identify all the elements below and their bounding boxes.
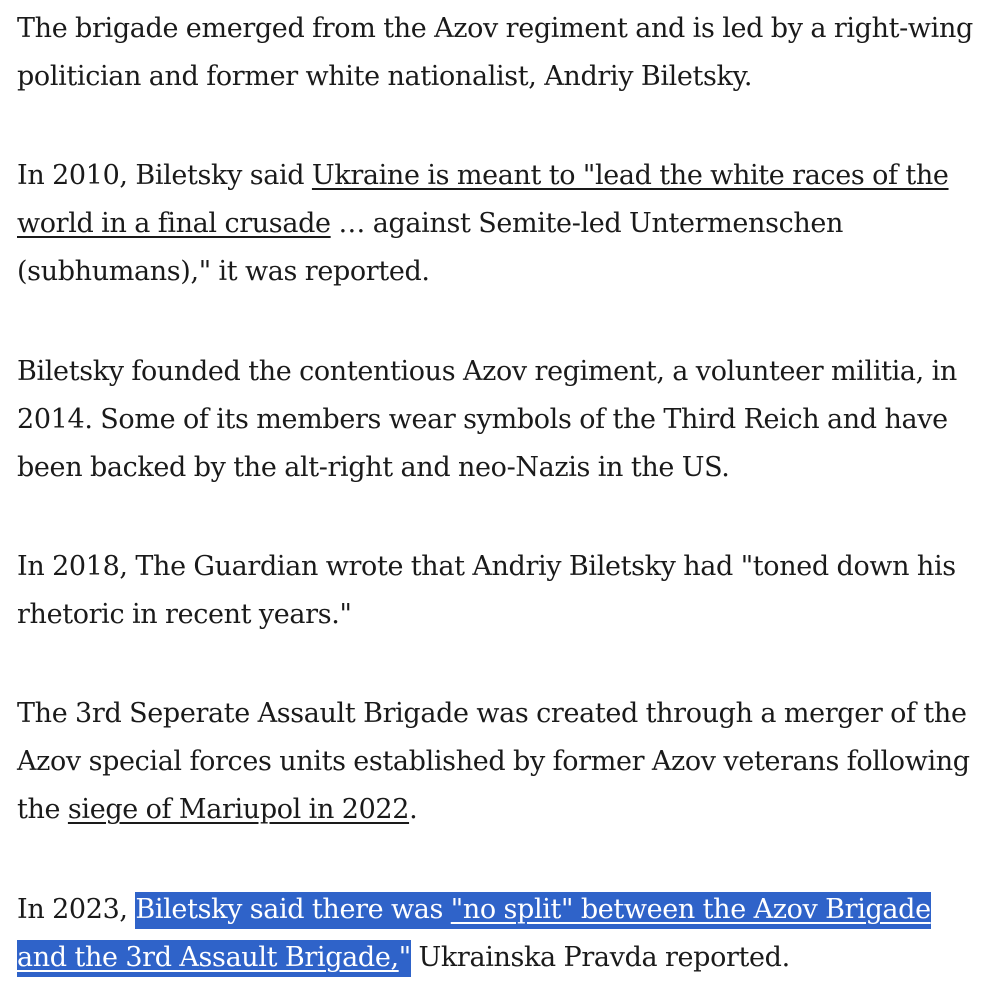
no-split-link[interactable]: "no split" between the Azov Brigade and the 3rd Assault Brigade,	[17, 894, 931, 973]
paragraph-text-after: .	[409, 794, 418, 825]
paragraph-no-split-2023	[17, 886, 975, 982]
paragraph-text-before: In 2023,	[17, 894, 136, 925]
paragraph-guardian-2018	[17, 543, 975, 639]
paragraph-text: Biletsky founded the contentious Azov regiment, a volunteer militia, in 2014. Some of its members wear symbols of the Third Reich and have been backed by the alt-right and neo-Nazis in the US.	[17, 356, 957, 483]
paragraph-text-before: In 2010, Biletsky said	[17, 160, 312, 191]
quote-link[interactable]: Ukraine is meant to "lead the white races of the world in a final crusade	[17, 160, 949, 239]
paragraph-text-after: Ukrainska Pravda reported.	[410, 942, 790, 973]
selected-text-after: "	[398, 942, 411, 973]
paragraph-text: In 2018, The Guardian wrote that Andriy Biletsky had "toned down his rhetoric in recent years."	[17, 551, 956, 630]
mariupol-link[interactable]: siege of Mariupol in 2022	[67, 794, 410, 825]
paragraph-biletsky-2010	[17, 152, 975, 296]
paragraph-brigade-origin	[17, 5, 975, 101]
paragraph-brigade-merger	[17, 690, 975, 834]
paragraph-text: The brigade emerged from the Azov regiment and is led by a right-wing politician and former white nationalist, Andriy Biletsky.	[17, 13, 973, 92]
paragraph-text-after: … against Semite-led Untermenschen (subhumans)," it was reported.	[17, 208, 844, 287]
paragraph-text-before: The 3rd Seperate Assault Brigade was created through a merger of the Azov special forces units established by former Azov veterans following the	[17, 698, 970, 825]
selected-text-before: Biletsky said there was	[135, 894, 451, 925]
paragraph-azov-founding	[17, 348, 975, 492]
